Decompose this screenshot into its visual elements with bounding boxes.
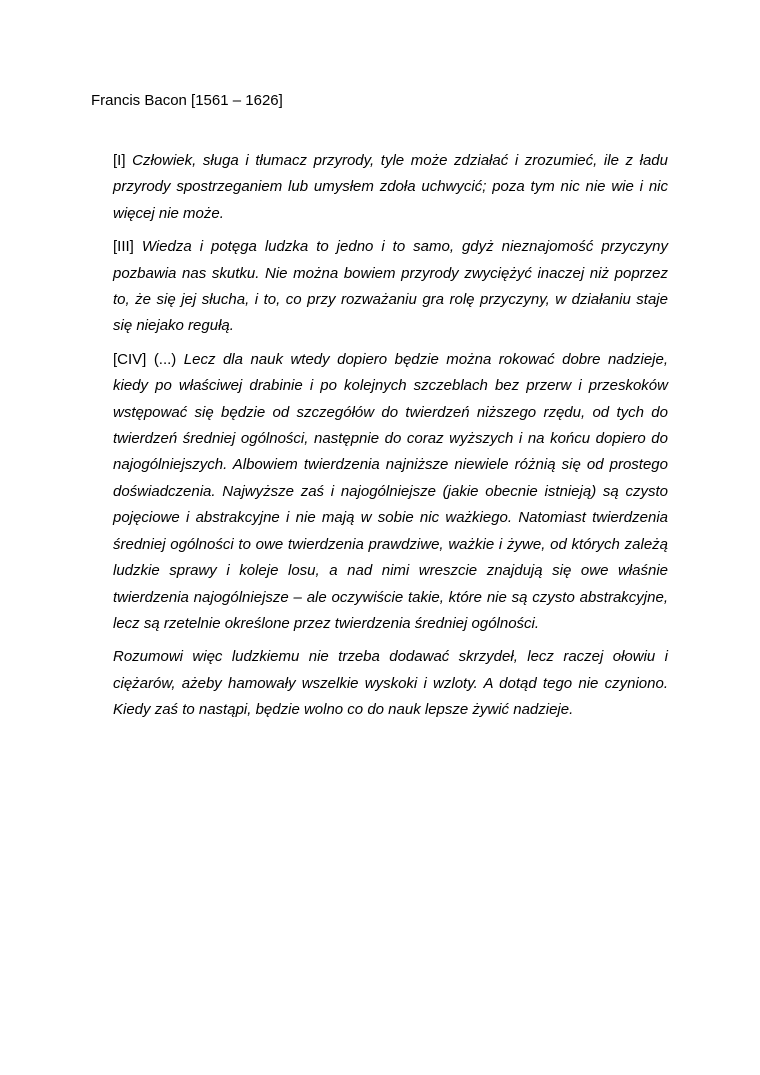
paragraph-aphorism-104 [113, 347, 668, 637]
document-heading: Francis Bacon [1561 – 1626] [91, 92, 283, 109]
aphorism-text: Człowiek, sługa i tłumacz przyrody, tyle może zdziałać i zrozumieć, ile z ładu przyrody spostrzeganiem lub umysłem zdoła uchwycić; poza tym nic nie wie i nic więcej nie może. [113, 152, 668, 222]
aphorism-marker: [III] [113, 238, 134, 256]
paragraph-conclusion [113, 644, 668, 723]
paragraph-aphorism-3 [113, 234, 668, 340]
aphorism-marker: [I] [113, 152, 126, 169]
quote-body [113, 148, 668, 731]
aphorism-marker: [CIV] (...) [113, 350, 177, 368]
aphorism-text: Lecz dla nauk wtedy dopiero będzie można rokować dobre nadzieje, kiedy po właściwej drabinie i po kolejnych szczeblach bez przerw i przeskoków wstępować się będzie od szczegółów do twierdzeń niższego rzędu, od tych do twierdzeń średniej ogólności, następnie do coraz wyższych i na końcu dopiero do najogólniejszych. Albowiem twierdzenia najniższe niewiele różnią się od prostego doświadczenia. Najwyższe zaś i najogólniejsze (jakie obecnie istnieją) są czysto pojęciowe i abstrakcyjne i nie mają w sobie nic ważkiego. Natomiast twierdzenia średniej ogólności to owe twierdzenia prawdziwe, ważkie i żywe, od których zależą ludzkie sprawy i koleje losu, a nad nimi wreszcie znajdują się owe właśnie twierdzenia najogólniejsze – ale oczywiście takie, które nie są czysto abstrakcyjne, lecz są rzetelnie określone przez twierdzenia średniej ogólności. [113, 350, 669, 632]
conclusion-text: Rozumowi więc ludzkiemu nie trzeba dodawać skrzydeł, lecz raczej ołowiu i ciężarów, ażeby hamowały wszelkie wyskoki i wzloty. A dotąd tego nie czyniono. Kiedy zaś to nastąpi, będzie wolno co do nauk lepsze żywić nadzieje. [113, 648, 668, 719]
aphorism-text: Wiedza i potęga ludzka to jedno i to samo, gdyż nieznajomość przyczyny pozbawia nas skutku. Nie można bowiem przyrody zwyciężyć inaczej niż poprzez to, że się jej słucha, i to, co przy rozważaniu gra rolę przyczyny, w działaniu staje się niejako regułą. [113, 238, 668, 335]
paragraph-aphorism-1 [113, 148, 668, 227]
